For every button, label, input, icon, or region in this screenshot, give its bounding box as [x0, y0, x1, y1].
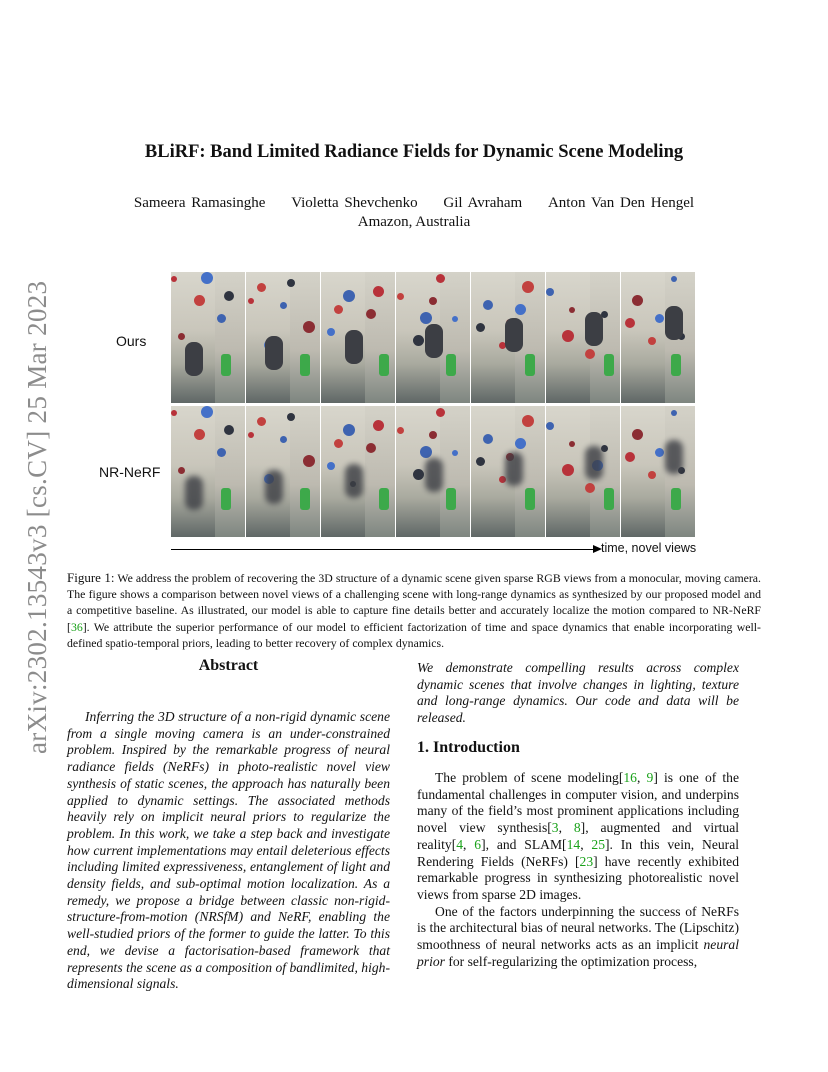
intro-paragraph-2: [417, 904, 739, 971]
citation-link[interactable]: 14: [566, 836, 581, 852]
video-frame-image: [171, 272, 245, 403]
body-text: ,: [558, 820, 574, 836]
row-label-nr-nerf: NR-NeRF: [99, 464, 161, 480]
time-axis-arrow: [171, 549, 597, 550]
abstract-paragraph: We demonstrate compelling results across complex dynamic scenes that involve changes in lighting, texture and long-range dynamics. Our code and data will be released.: [417, 660, 739, 726]
video-frame-image: [246, 406, 320, 537]
body-text: One of the factors underpinning the success of NeRFs is the architectural bias of neural networks. The (Lipschitz) smoothness of neural networks acts as an implicit: [417, 903, 739, 953]
citation-link[interactable]: 16: [623, 770, 637, 785]
caption-text: ]. We attribute the superior performance of our model to efficient factorization of time and space dynamics that enable incorporating well-defined spatio-temporal priors, leading to better recovery of complex dynamics.: [67, 619, 761, 650]
abstract-continuation: [417, 660, 739, 727]
citation-link[interactable]: 9: [646, 770, 654, 785]
abstract-body: [67, 709, 390, 993]
video-frame-image: [471, 406, 545, 537]
caption-text: We address the problem of recovering the 3D structure of a dynamic scene given sparse RGB views from a monocular, moving camera. The figure shows a comparison between novel views of a challenging scene with long-range dynamics as synthesized by our proposed model and a competitive baseline. As illustrated, our model is able to capture fine details better and accurately localize the motion compared to NR-NeRF [: [67, 571, 761, 634]
video-frame-image: [171, 406, 245, 537]
arxiv-identifier: arXiv:2302.13543v3 [cs.CV] 25 Mar 2023: [22, 280, 52, 754]
body-text: for self-regularizing the optimization process,: [444, 953, 698, 969]
body-text: ,: [580, 836, 592, 852]
body-text: The problem of scene modeling[: [435, 770, 624, 785]
video-frame-image: [396, 272, 470, 403]
axis-label: time, novel views: [601, 541, 697, 555]
row-label-ours: Ours: [116, 333, 147, 349]
emphasis-text: neural prior: [417, 937, 739, 969]
body-text: ] have recently exhibited remarkable progress in synthesizing photorealistic novel views from sparse 2D images.: [417, 853, 739, 902]
citation-link[interactable]: 6: [474, 836, 482, 852]
video-frame-image: [471, 272, 545, 403]
video-frame-image: [621, 272, 695, 403]
video-frame-image: [546, 272, 620, 403]
citation-link[interactable]: 36: [70, 619, 83, 634]
video-frame-image: [621, 406, 695, 537]
author-name: Anton Van Den Hengel: [547, 195, 695, 211]
body-text: ]. In this vein, Neural Rendering Fields (NeRFs) [: [417, 836, 740, 869]
video-frame-image: [321, 406, 395, 537]
body-text: ] is one of the fundamental challenges in computer vision, and underpins many of the field’s most prominent applications including novel view synthesis[: [417, 770, 740, 836]
abstract-heading: Abstract: [198, 657, 259, 674]
author-name: Gil Avraham: [443, 195, 523, 211]
figure-image-grid: [171, 272, 695, 540]
citation-link[interactable]: 25: [591, 836, 606, 852]
paper-title: BLiRF: Band Limited Radiance Fields for Dynamic Scene Modeling: [144, 142, 684, 162]
author-name: Sameera Ramasinghe: [133, 195, 266, 211]
video-frame-image: [321, 272, 395, 403]
body-text: ,: [636, 770, 647, 785]
citation-link[interactable]: 4: [456, 836, 464, 852]
intro-paragraph-1: [417, 770, 739, 904]
video-frame-image: [246, 272, 320, 403]
citation-link[interactable]: 23: [579, 853, 594, 869]
body-text: ], augmented and virtual reality[: [417, 820, 740, 852]
intro-body: [417, 770, 739, 970]
figure-caption: [67, 570, 761, 651]
video-frame-image: [396, 406, 470, 537]
author-list: [0, 195, 828, 212]
body-text: ,: [463, 836, 475, 852]
caption-label: Figure 1:: [67, 570, 115, 585]
section-heading: 1. Introduction: [417, 739, 520, 756]
body-text: ], and SLAM[: [481, 836, 567, 852]
video-frame-image: [546, 406, 620, 537]
abstract-paragraph: Inferring the 3D structure of a non-rigid dynamic scene from a single moving camera is an under-constrained problem. Inspired by the remarkable progress of neural radiance fields (NeRFs) in photo-realistic novel view synthesis of static scenes, the approach has naturally been applied to dynamic settings. The associated methods heavily rely on implicit neural priors to regularize the problem. In this work, we take a step back and investigate how current implementations may entail deleterious effects including limited expressiveness, entanglement of light and density fields, and sub-optimal motion localization. As a remedy, we propose a bridge between classic non-rigid-structure-from-motion (NRSfM) and NeRF, enabling the well-studied priors of the former to guide the latter. To this end, we devise a factorisation-based framework that represents the scene as a composition of bandlimited, high-dimensional signals.: [67, 709, 390, 992]
affiliation: Amazon, Australia: [357, 214, 471, 230]
citation-link[interactable]: 3: [551, 820, 559, 836]
author-name: Violetta Shevchenko: [291, 195, 418, 211]
citation-link[interactable]: 8: [573, 820, 581, 836]
